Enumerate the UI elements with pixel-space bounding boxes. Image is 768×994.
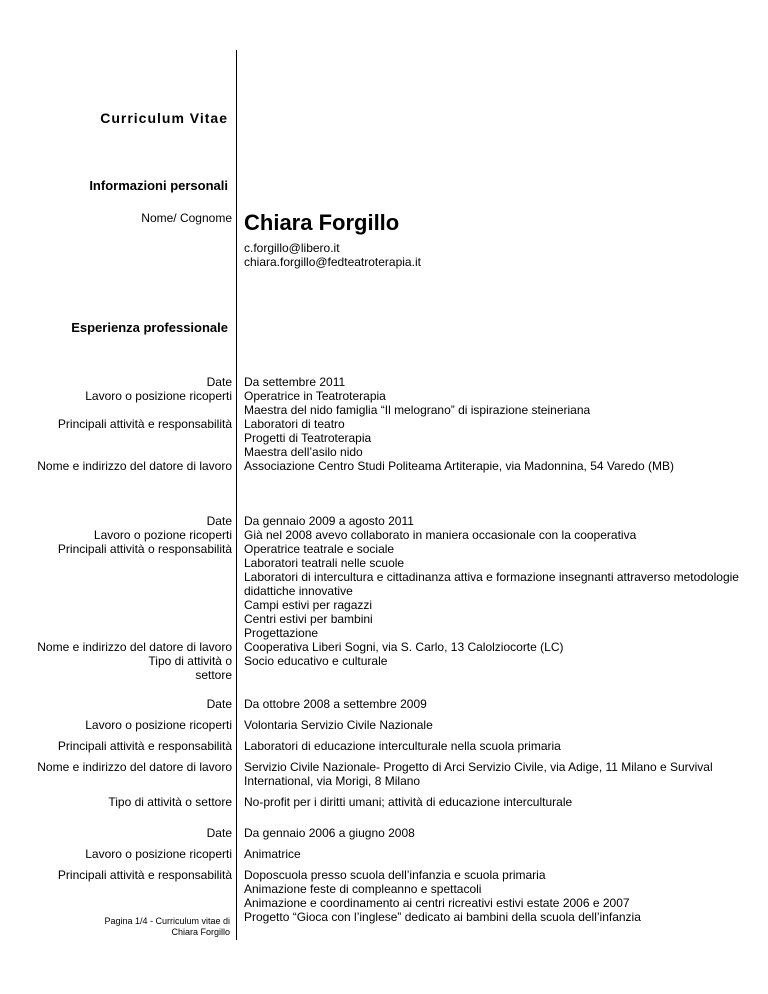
page-footer <box>104 916 230 938</box>
job2-activity: Laboratori teatrali nelle scuole <box>244 556 405 570</box>
job2-activity: Centri estivi per bambini <box>244 612 373 626</box>
job1-role2: Maestra del nido famiglia “Il melograno” di ispirazione steineriana <box>244 403 591 417</box>
email-primary: c.forgillo@libero.it <box>244 241 340 255</box>
job2-activity: Laboratori di intercultura e cittadinanza attiva e formazione insegnanti attraverso metodologie <box>244 570 739 584</box>
job3-activity: Laboratori di educazione interculturale nella scuola primaria <box>244 739 561 753</box>
job3-employer-cont: International, via Morigi, 8 Milano <box>244 774 421 788</box>
job1-employer-label: Nome e indirizzo del datore di lavoro <box>37 459 232 473</box>
job2-activity: didattiche innovative <box>244 584 353 598</box>
job3-role-label: Lavoro o posizione ricoperti <box>85 718 232 732</box>
job2-activity: Progettazione <box>244 626 319 640</box>
job4-activity: Progetto “Gioca con l’inglese” dedicato ai bambini della scuola dell’infanzia <box>244 910 641 924</box>
job2-date: Da gennaio 2009 a agosto 2011 <box>244 514 414 528</box>
footer-line: Pagina 1/4 - Curriculum vitae di <box>104 916 230 926</box>
job4-role-label: Lavoro o posizione ricoperti <box>85 847 232 861</box>
job4-date: Da gennaio 2006 a giugno 2008 <box>244 826 415 840</box>
job2-role-label: Lavoro o pozione ricoperti <box>93 528 232 542</box>
job4-activity: Animazione e coordinamento ai centri ricreativi estivi estate 2006 e 2007 <box>244 896 630 910</box>
job2-activities-label: Principali attività o responsabilità <box>57 542 232 556</box>
email-secondary: chiara.forgillo@fedteatroterapia.it <box>244 255 421 269</box>
job1-activities-label: Principali attività e responsabilità <box>57 417 232 431</box>
job2-employer-label: Nome e indirizzo del datore di lavoro <box>37 640 232 654</box>
job2-date-label: Date <box>206 514 232 528</box>
job4-activity: Doposcuola presso scuola dell’infanzia e scuola primaria <box>244 868 546 882</box>
footer-line: Chiara Forgillo <box>171 927 230 937</box>
job2-role: Già nel 2008 avevo collaborato in maniera occasionale con la cooperativa <box>244 528 637 542</box>
job4-role: Animatrice <box>244 847 301 861</box>
job3-date: Da ottobre 2008 a settembre 2009 <box>244 697 427 711</box>
job2-type: Socio educativo e culturale <box>244 654 388 668</box>
job1-role-label: Lavoro o posizione ricoperti <box>85 389 232 403</box>
job1-activity: Progetti di Teatroterapia <box>244 431 372 445</box>
job3-activities-label: Principali attività e responsabilità <box>57 739 232 753</box>
job4-activities-label: Principali attività e responsabilità <box>57 868 232 882</box>
job1-date: Da settembre 2011 <box>244 375 346 389</box>
job1-activity: Laboratori di teatro <box>244 417 345 431</box>
cv-title: Curriculum Vitae <box>100 110 228 126</box>
person-name: Chiara Forgillo <box>244 210 400 235</box>
job2-type-label: Tipo di attività o <box>148 654 232 668</box>
job3-date-label: Date <box>206 697 232 711</box>
experience-heading: Esperienza professionale <box>71 320 228 335</box>
job2-employer: Cooperativa Liberi Sogni, via S. Carlo, 13 Calolziocorte (LC) <box>244 640 564 654</box>
job2-type-label-cont: settore <box>195 668 232 682</box>
divider-line <box>236 50 237 940</box>
job2-activity: Operatrice teatrale e sociale <box>244 542 395 556</box>
job3-employer: Servizio Civile Nazionale- Progetto di Arci Servizio Civile, via Adige, 11 Milano e Survival <box>244 760 713 774</box>
job1-activity: Maestra dell’asilo nido <box>244 445 363 459</box>
name-label: Nome/ Cognome <box>141 211 232 225</box>
job3-role: Volontaria Servizio Civile Nazionale <box>244 718 433 732</box>
job2-activity: Campi estivi per ragazzi <box>244 598 373 612</box>
job3-type: No-profit per i diritti umani; attività di educazione interculturale <box>244 795 573 809</box>
job1-role: Operatrice in Teatroterapia <box>244 389 386 403</box>
job4-activity: Animazione feste di compleanno e spettacoli <box>244 882 482 896</box>
job1-date-label: Date <box>206 375 232 389</box>
personal-info-heading: Informazioni personali <box>89 178 228 193</box>
job4-date-label: Date <box>206 826 232 840</box>
job3-employer-label: Nome e indirizzo del datore di lavoro <box>37 760 232 774</box>
job3-type-label: Tipo di attività o settore <box>108 795 232 809</box>
job1-employer: Associazione Centro Studi Politeama Artiterapie, via Madonnina, 54 Varedo (MB) <box>244 459 675 473</box>
